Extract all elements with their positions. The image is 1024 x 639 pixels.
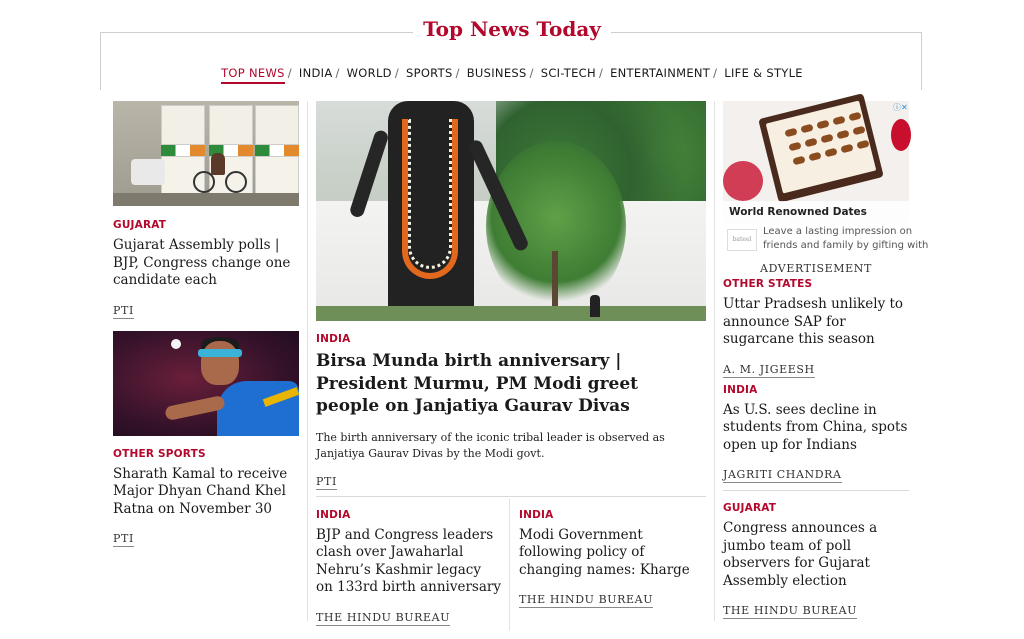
story-kicker[interactable]: GUJARAT	[113, 219, 167, 231]
lead-story-author[interactable]: PTI	[316, 474, 337, 488]
ad-desc-line: Leave a lasting impression on	[763, 226, 913, 237]
nav-top-news[interactable]: TOP NEWS	[221, 66, 285, 84]
lead-story-summary: The birth anniversary of the iconic tribal leader is observed as Janjatiya Gaurav Divas by the Modi govt.	[316, 430, 665, 460]
lead-story-image[interactable]	[316, 101, 706, 321]
story-author[interactable]: A. M. JIGEESH	[723, 362, 815, 376]
story-headline[interactable]: Uttar Pradsesh unlikely to announce SAP for sugarcane this season	[723, 296, 904, 347]
column-divider	[307, 101, 308, 621]
story-author[interactable]: THE HINDU BUREAU	[519, 593, 654, 606]
story-author[interactable]: JAGRITI CHANDRA	[723, 468, 842, 481]
left-column	[113, 101, 299, 547]
lead-story-headline[interactable]: Birsa Munda birth anniversary | President Murmu, PM Modi greet people on Janjatiya Gaurav Divas	[316, 351, 639, 416]
story-headline[interactable]: Gujarat Assembly polls | BJP, Congress change one candidate each	[113, 237, 291, 288]
story-headline[interactable]: BJP and Congress leaders clash over Jawaharlal Nehru’s Kashmir legacy on 133rd birth anniversary	[316, 526, 501, 595]
sub-divider	[509, 499, 510, 631]
advertisement-banner[interactable]	[723, 101, 929, 257]
section-title-text[interactable]: Top News Today	[413, 17, 611, 41]
nav-life-style[interactable]: LIFE & STYLE	[724, 66, 803, 80]
story-headline[interactable]: Sharath Kamal to receive Major Dhyan Chand Khel Ratna on November 30	[113, 465, 288, 517]
nav-entertainment[interactable]: ENTERTAINMENT	[610, 66, 711, 80]
ad-title[interactable]: World Renowned Dates	[723, 201, 909, 223]
column-divider	[714, 101, 715, 621]
story-author[interactable]: THE HINDU BUREAU	[316, 610, 451, 624]
ad-logo: bateel	[727, 229, 757, 251]
main-column	[316, 101, 706, 639]
nav-india[interactable]: INDIA	[298, 66, 333, 80]
story-author[interactable]: THE HINDU BUREAU	[723, 604, 858, 617]
category-nav: TOP NEWS / INDIA / WORLD / SPORTS / BUSINESS / SCI-TECH / ENTERTAINMENT / LIFE & STYLE	[0, 66, 1024, 80]
story-image-gujarat-polls[interactable]	[113, 101, 299, 206]
sub-stories	[316, 509, 706, 639]
story-author[interactable]: PTI	[113, 303, 134, 317]
divider	[316, 496, 706, 497]
nav-world[interactable]: WORLD	[346, 66, 392, 80]
story-kicker[interactable]: INDIA	[519, 508, 554, 521]
story-headline[interactable]: As U.S. sees decline in students from China, spots open up for Indians	[723, 401, 908, 453]
story-kicker[interactable]: OTHER STATES	[723, 278, 813, 290]
divider	[723, 490, 909, 491]
story-headline[interactable]: Congress announces a jumbo team of poll observers for Gujarat Assembly election	[723, 520, 878, 589]
right-column	[723, 101, 929, 619]
story-headline[interactable]: Modi Government following policy of changing names: Kharge	[519, 526, 690, 578]
sub-story	[519, 509, 709, 609]
story-kicker[interactable]: INDIA	[316, 508, 351, 521]
story-kicker[interactable]: OTHER SPORTS	[113, 447, 206, 460]
lead-story-kicker[interactable]: INDIA	[316, 333, 351, 345]
sub-story	[316, 509, 502, 626]
ad-desc-line: friends and family by gifting with	[763, 240, 929, 251]
section-title	[0, 17, 1024, 41]
ad-choices-icon[interactable]: ⓘ✕	[893, 103, 908, 112]
story-kicker[interactable]: INDIA	[723, 383, 758, 396]
nav-sports[interactable]: SPORTS	[405, 66, 453, 80]
story-author[interactable]: PTI	[113, 532, 134, 545]
nav-business[interactable]: BUSINESS	[466, 66, 527, 80]
story-kicker[interactable]: GUJARAT	[723, 502, 777, 514]
advertisement-label: ADVERTISEMENT	[760, 262, 872, 275]
story-image-sharath-kamal[interactable]	[113, 331, 299, 436]
nav-sci-tech[interactable]: SCI-TECH	[540, 66, 596, 80]
